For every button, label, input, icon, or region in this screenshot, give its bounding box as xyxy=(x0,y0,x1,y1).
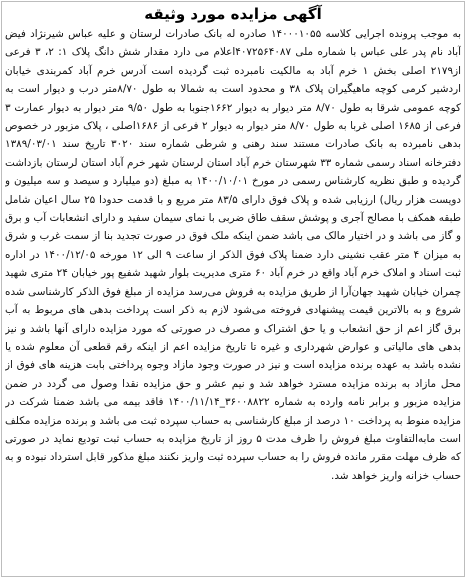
notice-body: به موجب پرونده اجرایی کلاسه ۱۴۰۰۰۱۰۵۵ صادره له بانک صادرات لرستان و علیه عباس شیرنژاد فیض آباد نام پدر علی عباس با شماره ملی ۴۰۷۲۵۶۴۰۸۷اعلام می دارد مقدار شش دانگ پلاک ۱: ۲، ۳ فرعی از۲۱۷۹ اصلی بخش ۱ خرم آباد به مالکیت نامبرده ثبت گردیده است آدرس خرم آباد کمربندی خیابان اردشیر کرمی کوچه ماهیگیران پلاک ۳۸ و محدود است به شمالا به طول ۸/۷۰متر درب و دیوار است به کوچه عمومی شرقا به طول ۸/۷۰ متر دیوار به دیوار ۱۶۶۲جنوبا به طول ۹/۵۰ متر دیوار به دیوار عمارت ۳ فرعی از ۱۶۸۵ اصلی غربا به طول ۸/۷۰ متر دیوار به دیوار ۲ فرعی از ۱۶۸۶اصلی ، پلاک مزبور در خصوص بدهی نامبرده به بانک صادرات مستند سند رهنی و شرطی شماره سند ۳۰۲۰ تاریخ سند ۱۳۸۹/۰۳/۰۱ دفترخانه اسناد رسمی شماره ۳۳ شهرستان خرم آباد استان لرستان شهر خرم آباد استان لرستان بازداشت گردیده و طبق نظریه کارشناس رسمی در مورخ ۱۴۰۰/۱۰/۰۱ به مبلغ (دو میلیارد و سیصد و سه میلیون و دویست هزار ریال) ارزیابی شده و پلاک فوق دارای ۸۳/۵ متر مربع و با قدمت حدودا ۲۵ سال اعیان شامل طبقه همکف با مصالح آجری و پوشش سقف طاق ضربی با نمای سیمان سفید و دارای انشعابات آب و برق و گاز می باشد و در اختیار مالک می باشد ضمن اینکه ملک فوق در صورت تجدید بنا از سمت غرب و شرق به میزان ۴ متر عقب نشینی دارد ضمنا پلاک فوق الذکر از ساعت ۹ الی ۱۲ مورخه ۱۴۰۰/۱۲/۰۵ در اداره ثبت اسناد و املاک خرم آباد واقع در خرم آباد ۶۰ متری مدیریت بلوار شهید شفیع پور خیابان ۲۴ متری شهید چمران خیابان شهید جهان‌آرا از طریق مزایده به فروش می‌رسد مزایده از مبلغ فوق الذکر کارشناسی شده شروع و به بالاترین قیمت پیشنهادی فروخته می‌شود لازم به ذکر است پرداخت بدهی های مربوط به آب برق گاز اعم از حق انشعاب و یا حق اشتراک و مصرف در صورتی که مورد مزایده دارای آنها باشد و نیز بدهی های مالیاتی و عوارض شهرداری و غیره تا تاریخ مزایده اعم از اینکه رقم قطعی آن معلوم شده یا نشده باشد به عهده برنده مزایده است و نیز در صورت وجود مازاد وجوه پرداختی بابت هزینه های فوق از محل مازاد به برنده مزایده مسترد خواهد شد و نیم عشر و حق مزایده نقدا وصول می گردد در ضمن مزایده مزبور و برابر نامه وارده به شماره ۳۶۰۰۸۸۲۲_۱۴۰۰/۱۱/۱۴ فاقد بیمه می باشد ضمنا شرکت در مزایده منوط به پرداخت ۱۰ درصد از مبلغ کارشناسی به حساب سپرده ثبت می باشد و برنده مزایده مکلف است مابه‌التفاوت مبلغ فروش را ظرف مدت ۵ روز از تاریخ مزایده به حساب ثبت تودیع نماید در صورتی که ظرف مهلت مقرر مانده فروش را به حساب سپرده ثبت واریز نکنند مبلغ مذکور قابل استرداد نبوده و به حساب خزانه واریز خواهد شد. xyxy=(5,28,461,482)
notice-title: آگهی مزایده مورد وثیقه xyxy=(144,5,322,23)
